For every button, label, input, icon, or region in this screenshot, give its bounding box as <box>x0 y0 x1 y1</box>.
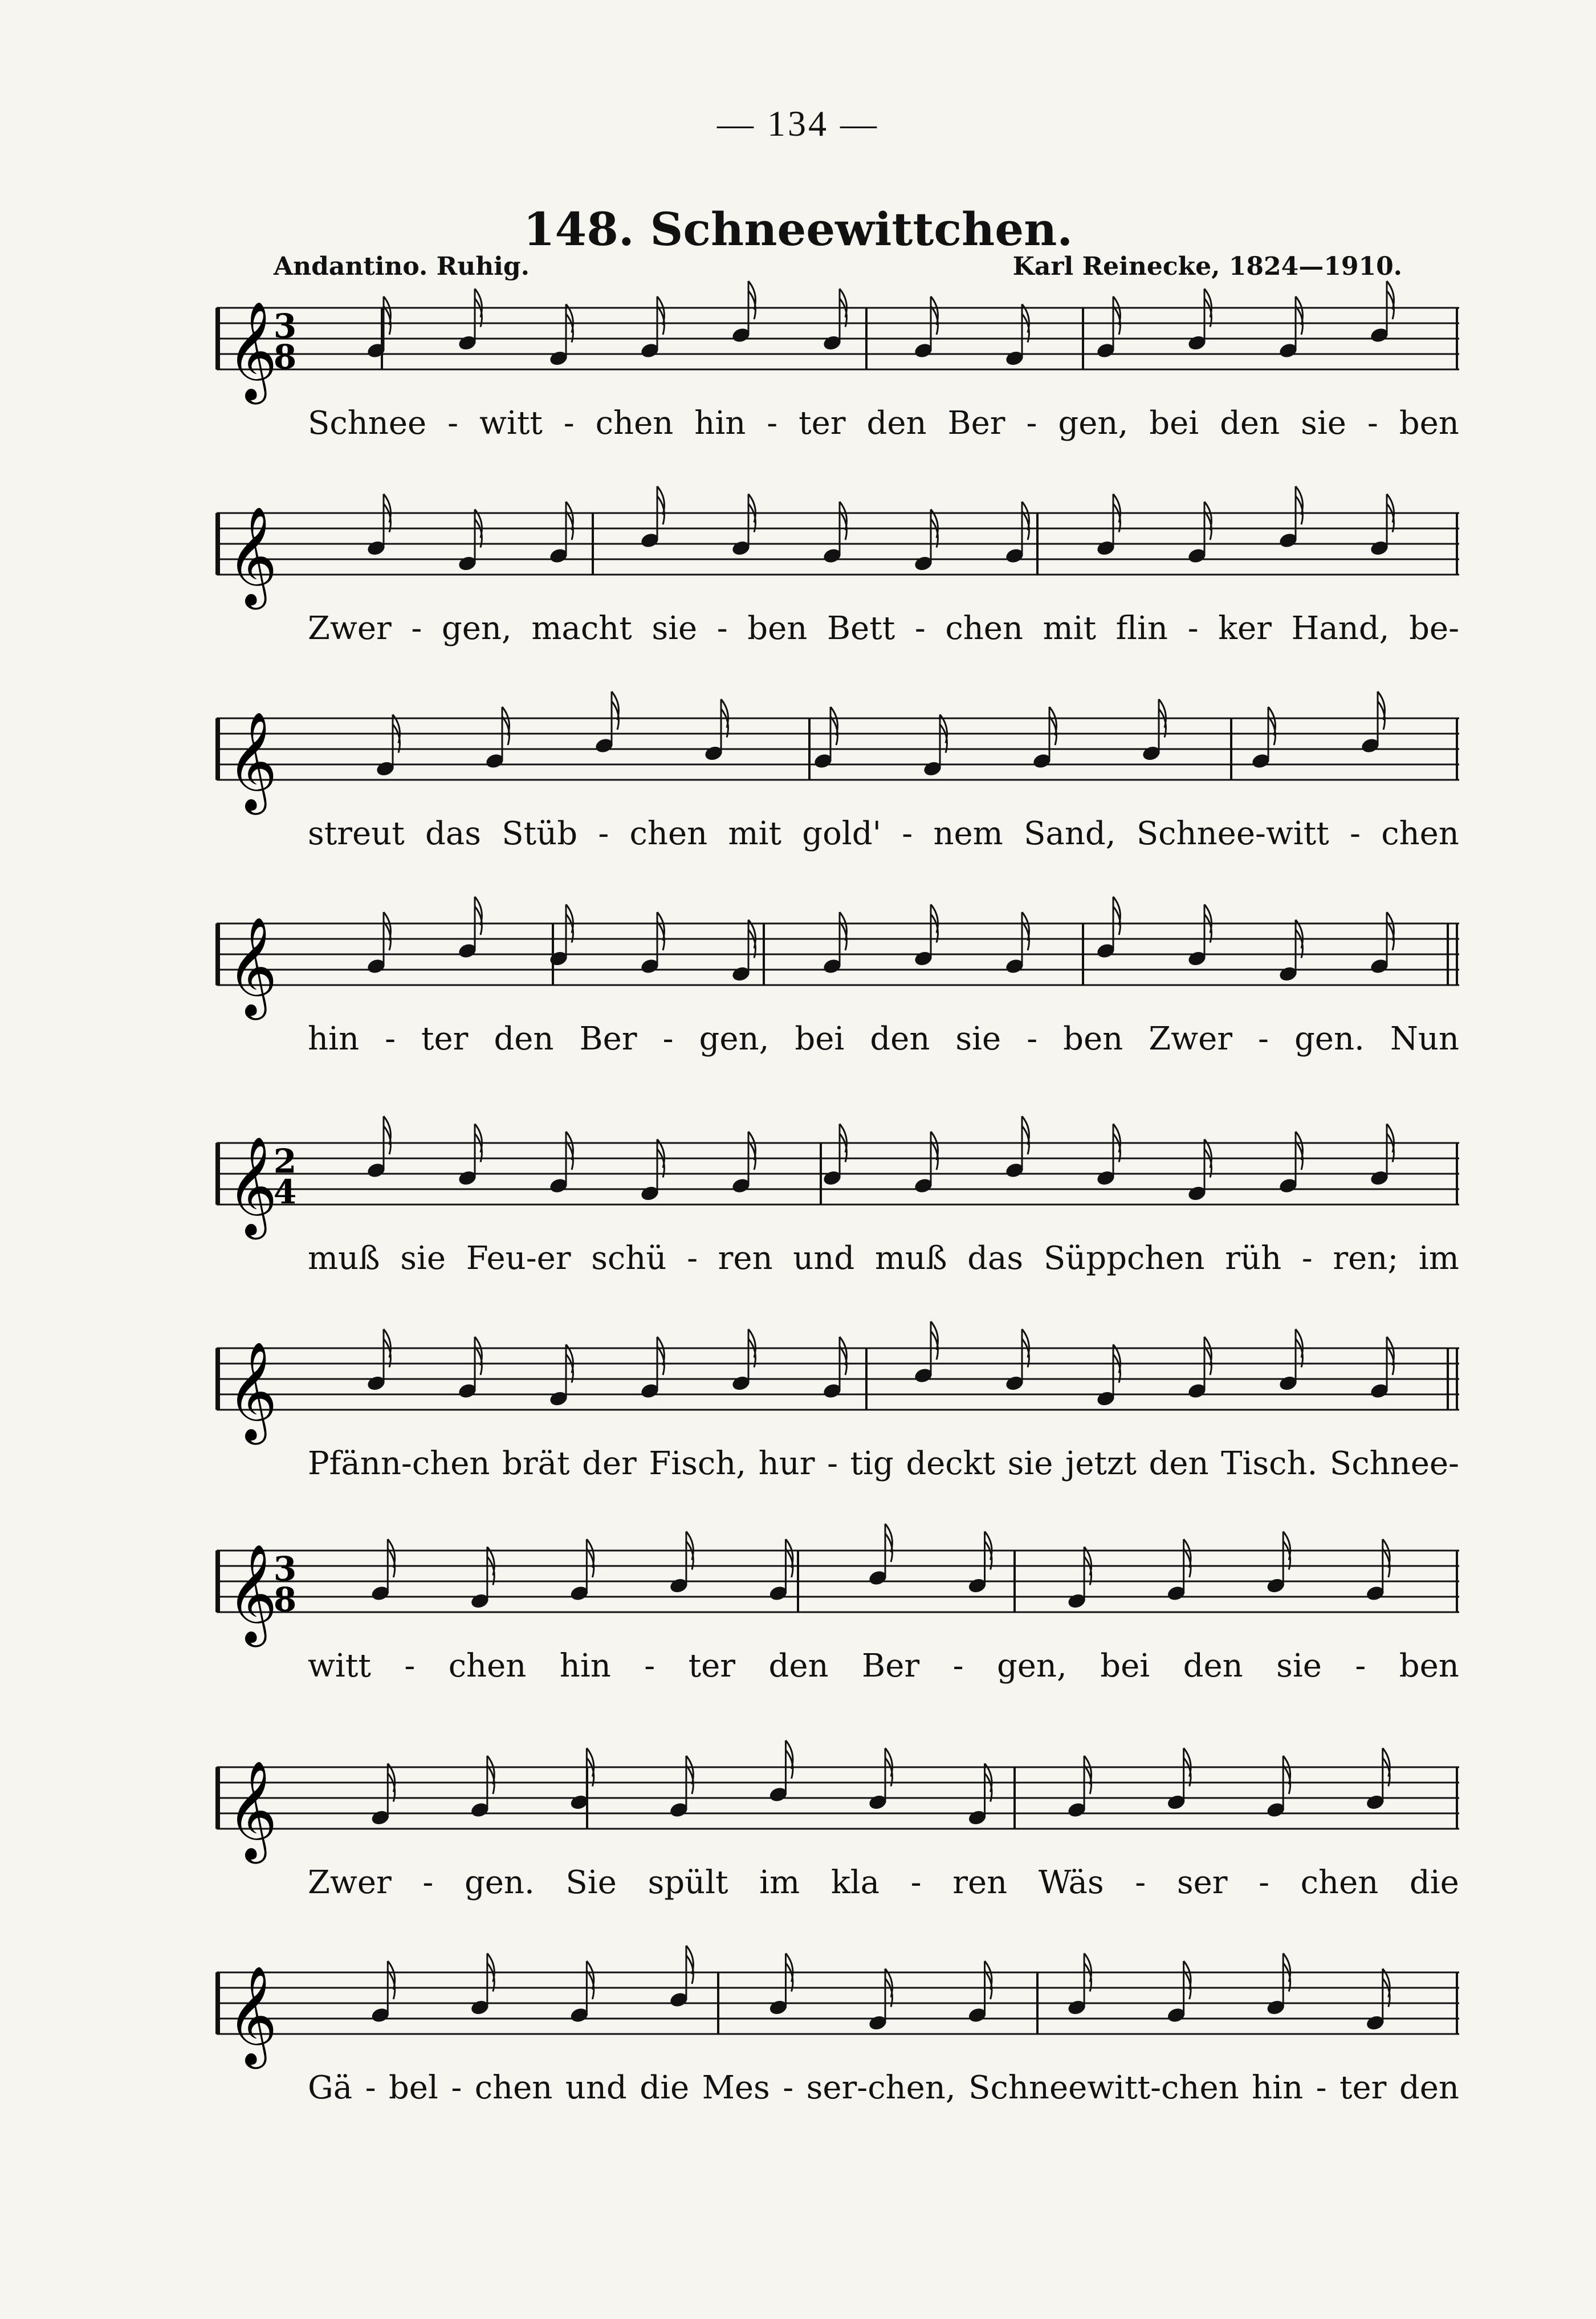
lyric-syllable: mit <box>728 815 781 852</box>
lyrics-line <box>308 405 1459 442</box>
syllable-hyphen: - <box>447 405 459 442</box>
note-flag <box>384 912 390 950</box>
note-flag <box>931 1321 938 1360</box>
lyric-syllable: hin <box>559 1647 611 1685</box>
music-system <box>217 1756 1459 1927</box>
lyric-syllable: ter <box>799 405 846 442</box>
syllable-hyphen: - <box>827 1445 838 1482</box>
syllable-hyphen: - <box>1259 1864 1270 1901</box>
syllable-hyphen: - <box>422 1864 434 1901</box>
note-flag <box>388 1961 394 1999</box>
note-flag <box>1022 502 1029 540</box>
lyric-syllable: chen <box>1300 1864 1379 1901</box>
lyric-syllable: hin <box>308 1020 360 1057</box>
time-signature-denominator: 4 <box>273 1173 297 1211</box>
lyric-syllable: Stüb <box>502 815 578 852</box>
lyric-syllable: gen, <box>1058 405 1129 442</box>
lyric-syllable: ben <box>1399 1647 1459 1685</box>
lyric-syllable: Zwer <box>308 1864 392 1901</box>
staff <box>217 912 1459 1016</box>
treble-clef-icon: 𝄞 <box>227 1136 278 1235</box>
lyric-syllable: hur <box>758 1445 815 1482</box>
music-system <box>217 1132 1459 1303</box>
lyric-syllable: spült <box>648 1864 728 1901</box>
lyric-syllable: sie <box>652 610 698 647</box>
note-flag <box>657 912 664 950</box>
syllable-hyphen: - <box>783 2069 794 2106</box>
lyric-syllable: witt <box>479 405 543 442</box>
lyric-syllable: sie <box>1276 1647 1322 1685</box>
staff <box>217 1961 1459 2065</box>
lyric-syllable: Ber <box>579 1020 637 1057</box>
syllable-hyphen: - <box>1258 1020 1269 1057</box>
treble-clef-icon: 𝄞 <box>227 301 278 400</box>
lyric-syllable: Nun <box>1390 1020 1459 1057</box>
syllable-hyphen: - <box>662 1020 674 1057</box>
note-flag <box>1113 296 1120 335</box>
lyric-syllable: Hand, <box>1291 610 1390 647</box>
note-flag <box>1283 1756 1290 1794</box>
syllable-hyphen: - <box>952 1647 964 1685</box>
treble-clef-icon: 𝄞 <box>227 1544 278 1643</box>
syllable-hyphen: - <box>365 2069 376 2106</box>
music-system <box>217 296 1459 467</box>
lyric-syllable: mit <box>1043 610 1097 647</box>
lyric-syllable: gen, <box>996 1647 1067 1685</box>
note-flag <box>384 296 390 335</box>
lyric-syllable: Feu-er <box>466 1240 571 1277</box>
note-flag <box>566 1132 573 1170</box>
lyric-syllable: ser <box>1176 1864 1228 1901</box>
note-flag <box>1204 502 1211 540</box>
treble-clef-icon: 𝄞 <box>227 506 278 605</box>
lyric-syllable: Zwer <box>308 610 392 647</box>
lyric-syllable: den <box>1149 1445 1209 1482</box>
syllable-hyphen: - <box>1350 815 1361 852</box>
syllable-hyphen: - <box>598 815 609 852</box>
lyric-syllable: chen <box>595 405 674 442</box>
staff <box>217 1756 1459 1860</box>
lyric-syllable: ben <box>1399 405 1459 442</box>
treble-clef-icon: 𝄞 <box>227 711 278 811</box>
note-flag <box>1296 296 1302 335</box>
music-system <box>217 1539 1459 1710</box>
music-system <box>217 707 1459 878</box>
syllable-hyphen: - <box>914 610 926 647</box>
note-flag <box>388 1539 394 1577</box>
syllable-hyphen: - <box>644 1647 656 1685</box>
composer-credit: Karl Reinecke, 1824—1910. <box>1012 252 1402 281</box>
staff <box>217 296 1459 400</box>
time-signature-numerator: 3 <box>273 307 297 345</box>
note-flag <box>1383 1539 1390 1577</box>
time-signature-numerator: 3 <box>273 1549 297 1588</box>
lyric-syllable: Schnee-witt <box>1136 815 1329 852</box>
lyric-syllable: Schneewitt-chen <box>968 2069 1239 2106</box>
lyric-syllable: im <box>759 1864 800 1901</box>
lyric-syllable: ker <box>1218 610 1272 647</box>
note-flag <box>985 1961 992 1999</box>
note-flag <box>657 1337 664 1375</box>
syllable-hyphen: - <box>1355 1647 1366 1685</box>
note-flag <box>587 1961 593 1999</box>
song-title: 148. Schneewittchen. <box>523 202 1073 256</box>
note-flag <box>1022 1116 1029 1154</box>
lyric-syllable: jetzt <box>1065 1445 1137 1482</box>
lyric-syllable: nem <box>933 815 1003 852</box>
lyric-syllable: der <box>582 1445 637 1482</box>
note-flag <box>885 1524 892 1562</box>
lyric-syllable: Ber <box>862 1647 920 1685</box>
treble-clef-icon: 𝄞 <box>227 1760 278 1860</box>
lyric-syllable: den <box>768 1647 829 1685</box>
lyric-syllable: Zwer <box>1149 1020 1232 1057</box>
music-system <box>217 502 1459 673</box>
lyric-syllable: witt <box>308 1647 371 1685</box>
treble-clef-icon: 𝄞 <box>227 917 278 1016</box>
syllable-hyphen: - <box>1187 610 1199 647</box>
lyric-syllable: ter <box>1339 2069 1387 2106</box>
note-flag <box>1387 281 1394 319</box>
note-flag <box>830 707 837 745</box>
lyrics-line <box>308 1647 1459 1685</box>
note-flag <box>612 691 618 730</box>
lyric-syllable: und <box>793 1240 855 1277</box>
note-flag <box>487 1756 494 1794</box>
note-flag <box>1268 707 1275 745</box>
lyric-syllable: Süppchen <box>1043 1240 1205 1277</box>
staff <box>217 1539 1459 1643</box>
staff <box>217 707 1459 811</box>
syllable-hyphen: - <box>411 610 422 647</box>
syllable-hyphen: - <box>563 405 575 442</box>
lyrics-line <box>308 2069 1459 2106</box>
lyric-syllable: gen, <box>441 610 512 647</box>
lyric-syllable: gold' <box>802 815 881 852</box>
staff <box>217 1132 1459 1235</box>
lyric-syllable: ren <box>718 1240 773 1277</box>
lyric-syllable: gen. <box>1294 1020 1365 1057</box>
lyric-syllable: gen, <box>699 1020 769 1057</box>
time-signature-denominator: 8 <box>273 1580 297 1619</box>
lyric-syllable: Bett <box>826 610 895 647</box>
lyric-syllable: den <box>1399 2069 1459 2106</box>
note-flag <box>785 1740 792 1779</box>
lyric-syllable: bel <box>388 2069 438 2106</box>
page-number: — 134 — <box>717 103 879 144</box>
lyric-syllable: Gä <box>308 2069 353 2106</box>
note-flag <box>587 1539 593 1577</box>
lyric-syllable: ser-chen, <box>806 2069 956 2106</box>
lyric-syllable: Tisch. <box>1221 1445 1318 1482</box>
note-flag <box>1378 691 1385 730</box>
syllable-hyphen: - <box>902 815 913 852</box>
lyric-syllable: tig <box>850 1445 894 1482</box>
lyric-syllable: das <box>425 815 481 852</box>
lyric-syllable: ren; <box>1333 1240 1399 1277</box>
lyric-syllable: Wäs <box>1038 1864 1104 1901</box>
lyric-syllable: chen <box>1381 815 1459 852</box>
lyric-syllable: ter <box>688 1647 736 1685</box>
lyric-syllable: chen <box>448 1647 527 1685</box>
lyric-syllable: chen <box>474 2069 553 2106</box>
note-flag <box>1084 1756 1091 1794</box>
lyrics-line <box>308 1864 1459 1901</box>
note-flag <box>475 1337 482 1375</box>
note-flag <box>840 912 846 950</box>
lyric-syllable: sie <box>400 1240 446 1277</box>
lyric-syllable: kla <box>830 1864 880 1901</box>
music-system <box>217 1961 1459 2132</box>
lyric-syllable: Mes <box>702 2069 770 2106</box>
lyric-syllable: chen <box>945 610 1023 647</box>
lyric-syllable: bei <box>1149 405 1199 442</box>
lyrics-line <box>308 610 1459 647</box>
music-system <box>217 912 1459 1083</box>
note-flag <box>384 1116 390 1154</box>
syllable-hyphen: - <box>687 1240 698 1277</box>
note-flag <box>475 897 482 935</box>
note-flag <box>1296 1132 1302 1170</box>
note-flag <box>1387 912 1394 950</box>
lyric-syllable: streut <box>308 815 405 852</box>
lyric-syllable: ben <box>747 610 808 647</box>
lyric-syllable: Fisch, <box>649 1445 747 1482</box>
lyric-syllable: die <box>1409 1864 1459 1901</box>
note-flag <box>931 296 938 335</box>
lyric-syllable: deckt <box>906 1445 996 1482</box>
syllable-hyphen: - <box>404 1647 416 1685</box>
lyric-syllable: schü <box>591 1240 667 1277</box>
lyric-syllable: brät <box>502 1445 570 1482</box>
note-flag <box>657 296 664 335</box>
lyric-syllable: macht <box>531 610 632 647</box>
lyric-syllable: ben <box>1063 1020 1123 1057</box>
note-flag <box>931 1132 938 1170</box>
note-flag <box>502 707 509 745</box>
note-flag <box>1113 897 1120 935</box>
note-flag <box>1022 912 1029 950</box>
lyrics-line <box>308 1020 1459 1057</box>
syllable-hyphen: - <box>385 1020 396 1057</box>
lyrics-line <box>308 815 1459 852</box>
lyric-syllable: muß <box>308 1240 380 1277</box>
lyric-syllable: Ber <box>947 405 1005 442</box>
note-flag <box>748 1132 755 1170</box>
lyric-syllable: den <box>1220 405 1280 442</box>
lyric-syllable: be- <box>1409 610 1459 647</box>
lyric-syllable: muß <box>874 1240 947 1277</box>
lyrics-line <box>308 1240 1459 1277</box>
lyric-syllable: den <box>870 1020 930 1057</box>
syllable-hyphen: - <box>451 2069 462 2106</box>
syllable-hyphen: - <box>1026 405 1037 442</box>
lyric-syllable: ren <box>952 1864 1008 1901</box>
lyric-syllable: Sie <box>565 1864 617 1901</box>
syllable-hyphen: - <box>1301 1240 1313 1277</box>
lyric-syllable: hin <box>694 405 746 442</box>
note-flag <box>840 502 846 540</box>
lyric-syllable: den <box>1183 1647 1243 1685</box>
note-flag <box>566 502 573 540</box>
lyric-syllable: den <box>866 405 927 442</box>
note-flag <box>1296 486 1302 524</box>
lyric-syllable: sie <box>1301 405 1346 442</box>
note-flag <box>686 1756 693 1794</box>
note-flag <box>686 1946 693 1984</box>
note-flag <box>1387 1337 1394 1375</box>
syllable-hyphen: - <box>767 405 778 442</box>
lyric-syllable: und <box>565 2069 627 2106</box>
lyric-syllable: Sand, <box>1024 815 1116 852</box>
lyric-syllable: Schnee <box>308 405 427 442</box>
tempo-marking: Andantino. Ruhig. <box>274 252 530 281</box>
lyric-syllable: rüh <box>1225 1240 1282 1277</box>
note-flag <box>1184 1961 1191 1999</box>
note-flag <box>657 486 664 524</box>
lyrics-line <box>308 1445 1459 1482</box>
staff <box>217 502 1459 605</box>
note-flag <box>748 281 755 319</box>
music-system <box>217 1337 1459 1508</box>
staff <box>217 1337 1459 1441</box>
lyric-syllable: bei <box>1100 1647 1150 1685</box>
time-signature-denominator: 8 <box>273 337 297 376</box>
lyric-syllable: sie <box>1007 1445 1053 1482</box>
lyric-syllable: im <box>1418 1240 1459 1277</box>
syllable-hyphen: - <box>1135 1864 1146 1901</box>
lyric-syllable: das <box>967 1240 1024 1277</box>
treble-clef-icon: 𝄞 <box>227 1341 278 1441</box>
note-flag <box>1049 707 1056 745</box>
lyric-syllable: Pfänn-chen <box>308 1445 490 1482</box>
lyric-syllable: flin <box>1115 610 1168 647</box>
time-signature-numerator: 2 <box>273 1142 297 1181</box>
note-flag <box>1184 1539 1191 1577</box>
note-flag <box>1204 1337 1211 1375</box>
lyric-syllable: Schnee- <box>1329 1445 1459 1482</box>
lyric-syllable: hin <box>1252 2069 1304 2106</box>
syllable-hyphen: - <box>1027 1020 1038 1057</box>
lyric-syllable: gen. <box>464 1864 535 1901</box>
lyric-syllable: sie <box>955 1020 1001 1057</box>
note-flag <box>840 1337 846 1375</box>
lyric-syllable: ter <box>421 1020 469 1057</box>
note-flag <box>785 1539 792 1577</box>
syllable-hyphen: - <box>716 610 728 647</box>
syllable-hyphen: - <box>910 1864 922 1901</box>
lyric-syllable: die <box>640 2069 690 2106</box>
lyric-syllable: bei <box>795 1020 845 1057</box>
syllable-hyphen: - <box>1367 405 1378 442</box>
lyric-syllable: den <box>494 1020 554 1057</box>
lyric-syllable: chen <box>629 815 708 852</box>
treble-clef-icon: 𝄞 <box>227 1966 278 2065</box>
syllable-hyphen: - <box>1316 2069 1327 2106</box>
